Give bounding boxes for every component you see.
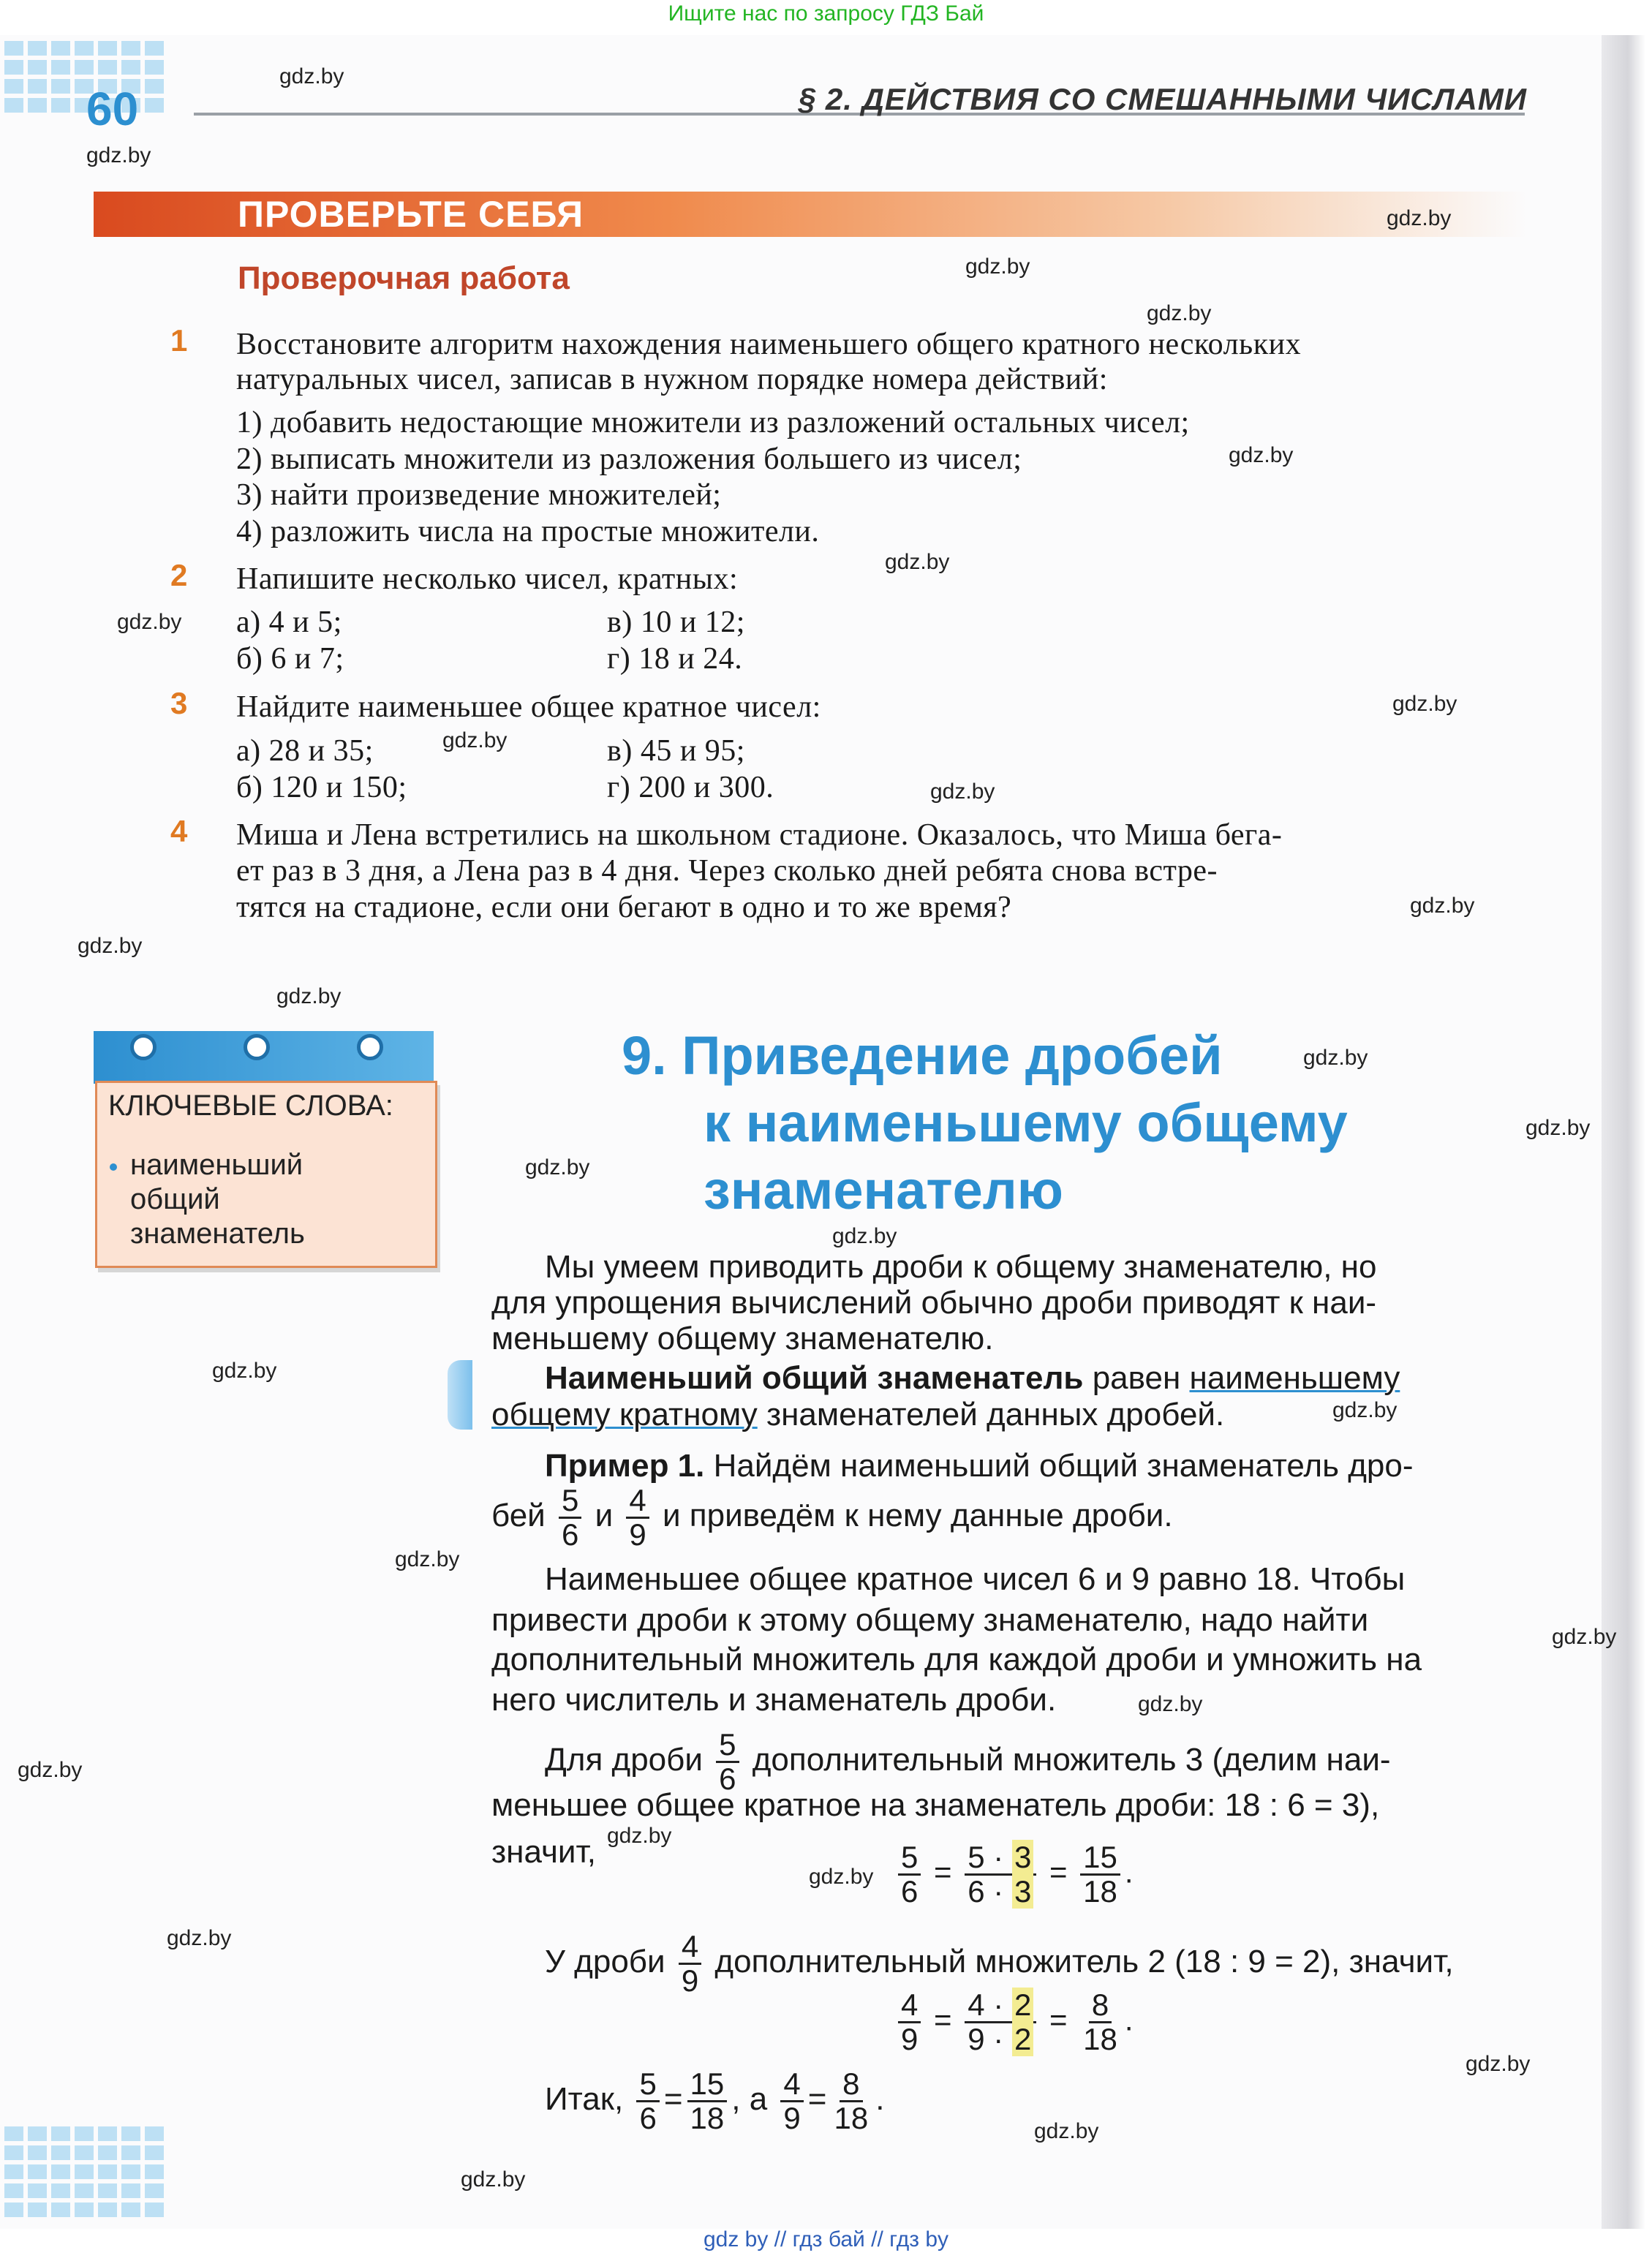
task-3-a: а) 28 и 35;	[236, 734, 374, 768]
watermark: gdz.by	[1229, 443, 1294, 467]
fraction: $\frac{5}{6}$	[716, 1729, 739, 1795]
fraction: $\frac{5}{6}$	[559, 1484, 581, 1551]
fraction: $\frac{5 \cdot 3}{6 \cdot 3}$	[965, 1841, 1036, 1908]
task-2-b: б) 6 и 7;	[236, 642, 344, 676]
section-title-line2: к наименьшему общему	[704, 1092, 1348, 1153]
watermark: gdz.by	[1392, 692, 1457, 716]
test-subtitle: Проверочная работа	[238, 260, 570, 296]
bottom-note[interactable]: gdz by // гдз бай // гдз by	[703, 2227, 949, 2251]
task-3-v: в) 45 и 95;	[607, 734, 745, 768]
bullet-icon	[110, 1163, 117, 1171]
task-3-b: б) 120 и 150;	[236, 771, 407, 804]
example-word: и	[595, 1498, 614, 1534]
task-1-number: 1	[170, 323, 188, 358]
keyword-item	[130, 1148, 305, 1251]
watermark: gdz.by	[809, 1865, 874, 1889]
watermark: gdz.by	[930, 780, 995, 804]
equals-sign: =	[807, 2081, 827, 2118]
binder-ring	[357, 1034, 383, 1060]
paragraph-word: Для дроби	[545, 1742, 703, 1778]
task-3-g: г) 200 и 300.	[607, 771, 774, 804]
task-1-item: 2) выписать множители из разложения большего из чисел;	[236, 442, 1022, 476]
fraction: $\frac{15}{18}$	[1080, 1841, 1120, 1908]
watermark: gdz.by	[395, 1547, 460, 1571]
example-line1	[545, 1445, 1414, 1487]
example-word: бей	[491, 1498, 546, 1534]
watermark: gdz.by	[885, 550, 950, 574]
definition-line2	[491, 1394, 1224, 1435]
definition-term: Наименьший общий знаменатель	[545, 1360, 1084, 1396]
watermark: gdz.by	[279, 64, 344, 88]
task-3-number: 3	[170, 686, 188, 720]
paragraph-4-line2: меньшее общее кратное на знаменатель дроби: 18 : 6 = 3),	[491, 1787, 1380, 1823]
watermark: gdz.by	[1147, 301, 1212, 325]
fraction: $\frac{8}{18}$	[1083, 1988, 1117, 2056]
section-title-line1: 9. Приведение дробей	[622, 1025, 1223, 1086]
check-banner-title: ПРОВЕРЬТЕ СЕБЯ	[238, 194, 584, 235]
watermark: gdz.by	[1410, 894, 1475, 918]
task-1-line1: Восстановите алгоритм нахождения наименьшего общего кратного нескольких	[236, 328, 1302, 361]
watermark: gdz.by	[1303, 1046, 1368, 1070]
page-number: 60	[86, 83, 139, 135]
fraction: $\frac{4}{9}$	[780, 2068, 803, 2134]
paragraph-3-line1: Наименьшее общее кратное чисел 6 и 9 равно 18. Чтобы	[545, 1561, 1406, 1597]
keyword-line: наименьший	[130, 1149, 303, 1181]
paragraph-word: дополнительный множитель 2 (18 : 9 = 2), значит,	[714, 1944, 1454, 1980]
watermark: gdz.by	[1387, 206, 1452, 230]
task-2-a: а) 4 и 5;	[236, 605, 342, 639]
watermark: gdz.by	[1332, 1398, 1398, 1422]
fraction: $\frac{4}{9}$	[679, 1930, 701, 1997]
watermark: gdz.by	[117, 610, 182, 634]
watermark: gdz.by	[461, 2167, 526, 2192]
task-4-line1: Миша и Лена встретились на школьном стадионе. Оказалось, что Миша бега-	[236, 818, 1283, 852]
paragraph-1-line3: меньшему общему знаменателю.	[491, 1321, 994, 1356]
fraction: $\frac{5}{6}$	[898, 1841, 921, 1908]
task-3-text: Найдите наименьшее общее кратное чисел:	[236, 690, 821, 724]
corner-pattern-top	[4, 41, 164, 113]
watermark: gdz.by	[607, 1824, 672, 1848]
fraction: $\frac{4 \cdot 2}{9 \cdot 2}$	[965, 1989, 1036, 2056]
fraction: $\frac{5}{6}$	[636, 2068, 659, 2134]
paragraph-word: дополнительный множитель 3 (делим наи-	[752, 1742, 1391, 1778]
equation-1: $\frac{5}{6}$ = $\frac{5 \cdot 3}{6 \cdot 3}$ = $\frac{15}{18}$ .	[894, 1841, 1134, 1908]
definition-end: знаменателей данных дробей.	[766, 1397, 1225, 1433]
definition-line1	[545, 1357, 1400, 1399]
chapter-title: § 2. ДЕЙСТВИЯ СО СМЕШАННЫМИ ЧИСЛАМИ	[798, 82, 1527, 116]
definition-marker	[448, 1360, 472, 1430]
watermark: gdz.by	[78, 934, 143, 958]
watermark: gdz.by	[525, 1155, 590, 1179]
watermark: gdz.by	[18, 1758, 83, 1782]
keyword-line: знаменатель	[130, 1218, 305, 1250]
paragraph-word: У дроби	[545, 1944, 665, 1980]
equals-sign: =	[663, 2081, 683, 2118]
equals-sign: =	[934, 1854, 952, 1890]
watermark: gdz.by	[442, 728, 508, 752]
example-word: и приведём к нему данные дроби.	[663, 1498, 1173, 1534]
watermark: gdz.by	[1138, 1692, 1203, 1716]
paragraph-3-line4: него числитель и знаменатель дроби.	[491, 1682, 1057, 1718]
page-edge	[1602, 35, 1645, 2229]
definition-underlined: общему кратному	[491, 1397, 758, 1433]
top-note[interactable]: Ищите нас по запросу ГДЗ Бай	[668, 1, 984, 26]
binder-ring	[130, 1034, 156, 1060]
watermark: gdz.by	[1552, 1625, 1617, 1649]
watermark: gdz.by	[1525, 1116, 1591, 1140]
fraction: $\frac{4}{9}$	[626, 1484, 649, 1551]
task-1-item: 1) добавить недостающие множители из разложений остальных чисел;	[236, 406, 1190, 439]
binder-ring	[244, 1034, 270, 1060]
example-text: Найдём наименьший общий знаменатель дро-	[713, 1448, 1414, 1484]
definition-underlined: наименьшему	[1189, 1360, 1400, 1396]
watermark: gdz.by	[1466, 2052, 1531, 2076]
task-2-v: в) 10 и 12;	[607, 605, 745, 639]
task-4-line2: ет раз в 3 дня, а Лена раз в 4 дня. Через сколько дней ребята снова встре-	[236, 854, 1218, 888]
task-4-line3: тятся на стадионе, если они бегают в одно и то же время?	[236, 891, 1012, 924]
fraction: $\frac{4}{9}$	[898, 1989, 921, 2056]
corner-pattern-bottom	[4, 2126, 164, 2217]
task-2-number: 2	[170, 558, 188, 592]
paragraph-1-line1: Мы умеем приводить дроби к общему знаменателю, но	[545, 1249, 1377, 1285]
example-line2	[491, 1484, 1173, 1551]
fraction: $\frac{8}{18}$	[834, 2066, 869, 2135]
equals-sign: =	[934, 2002, 952, 2037]
paragraph-3-line2: привести дроби к этому общему знаменателю, надо найти	[491, 1602, 1369, 1638]
conclusion-word: , а	[731, 2081, 768, 2118]
task-4-number: 4	[170, 814, 188, 848]
paragraph-1-line2: для упрощения вычислений обычно дроби приводят к наи-	[491, 1285, 1377, 1321]
watermark: gdz.by	[832, 1224, 897, 1248]
section-title-line3: знаменателю	[704, 1160, 1063, 1220]
paragraph-4-line3: значит,	[491, 1834, 596, 1870]
equals-sign: =	[1049, 2002, 1068, 2037]
watermark: gdz.by	[1034, 2119, 1099, 2143]
fraction: $\frac{15}{18}$	[687, 2068, 728, 2134]
task-1-item: 4) разложить числа на простые множители.	[236, 515, 820, 548]
task-1-line2: натуральных чисел, записав в нужном порядке номера действий:	[236, 363, 1108, 396]
watermark: gdz.by	[212, 1359, 277, 1383]
definition-verb: равен	[1092, 1360, 1181, 1396]
watermark: gdz.by	[965, 254, 1030, 279]
watermark: gdz.by	[86, 143, 151, 167]
task-2-g: г) 18 и 24.	[607, 642, 743, 676]
example-label: Пример 1.	[545, 1448, 705, 1484]
conclusion-word: Итак,	[545, 2081, 624, 2118]
equals-sign: =	[1049, 1854, 1068, 1890]
conclusion: Итак, $\frac{5}{6}$ = $\frac{15}{18}$ , а $\frac{4}{9}$ = $\frac{8}{18}$ .	[545, 2066, 885, 2135]
keywords-title: КЛЮЧЕВЫЕ СЛОВА:	[108, 1090, 393, 1122]
keyword-line: общий	[130, 1183, 220, 1215]
task-2-text: Напишите несколько чисел, кратных:	[236, 562, 739, 596]
paragraph-3-line3: дополнительный множитель для каждой дроби и умножить на	[491, 1642, 1422, 1677]
watermark: gdz.by	[167, 1926, 232, 1950]
equation-2: $\frac{4}{9}$ = $\frac{4 \cdot 2}{9 \cdot 2}$ = $\frac{8}{18}$ .	[894, 1989, 1134, 2056]
watermark: gdz.by	[276, 984, 342, 1008]
task-1-item: 3) найти произведение множителей;	[236, 478, 722, 512]
